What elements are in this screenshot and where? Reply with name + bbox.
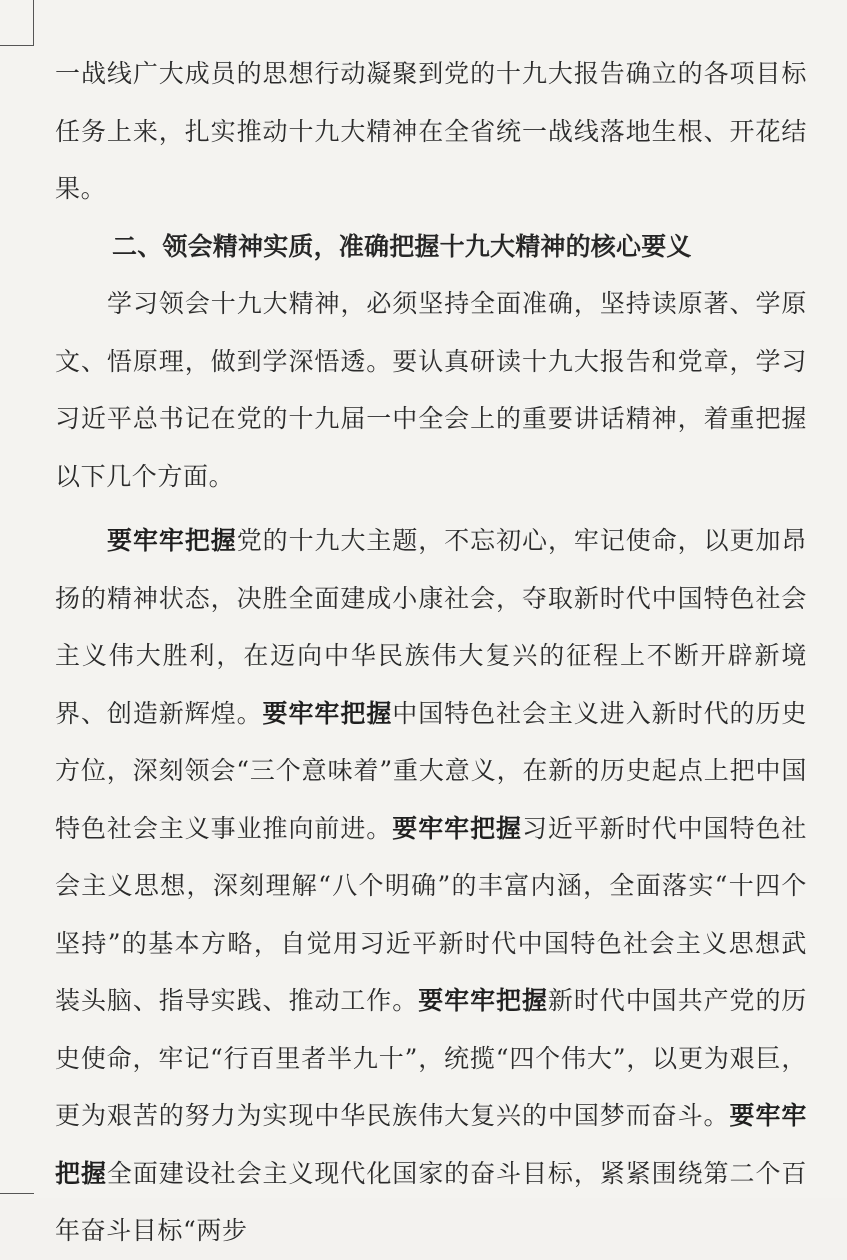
section-heading: 二、领会精神实质，准确把握十九大精神的核心要义 (112, 231, 692, 261)
crop-mark-top-left-vertical (33, 0, 34, 46)
emphasis-phrase: 要牢牢把握 (418, 986, 548, 1015)
emphasis-phrase: 要牢牢把握 (55, 1101, 807, 1188)
emphasis-phrase: 要牢牢把握 (392, 813, 522, 843)
paragraph-text: 全面建设社会主义现代化国家的奋斗目标，紧紧围绕第二个百年奋斗目标“两步 (55, 1158, 808, 1245)
paragraph-text: 中国特色社会主义进入新时代的历史方位，深刻领会“三个意味着”重大意义，在新的历史起点上把中国特色社会主义事业推向前进。 (55, 698, 807, 843)
paragraph-text: 新时代中国共产党的历史使命，牢记“行百里者半九十”，统揽“四个伟大”，以更为艰巨，更为艰苦的努力为实现中华民族伟大复兴的中国梦而奋斗。 (55, 986, 807, 1130)
paragraph-continuation: 一战线广大成员的思想行动凝聚到党的十九大报告确立的各项目标任务上来，扎实推动十九大精神在全省统一战线落地生根、开花结果。 (55, 59, 807, 203)
crop-mark-top-left-horizontal (0, 45, 34, 46)
paragraph-text: 党的十九大主题，不忘初心，牢记使命，以更加昂扬的精神状态，决胜全面建成小康社会，夺取新时代中国特色社会主义伟大胜利，在迈向中华民族伟大复兴的征程上不断开辟新境界、创造新辉煌。 (55, 526, 807, 728)
document-body (55, 45, 807, 1260)
crop-mark-bottom-left-horizontal (0, 1193, 34, 1194)
paragraph-text: 习近平新时代中国特色社会主义思想，深刻理解“八个明确”的丰富内涵，全面落实“十四个坚持”的基本方略，自觉用习近平新时代中国特色社会主义思想武装头脑、指导实践、推动工作。 (55, 813, 807, 1015)
paragraph-key-points (55, 512, 807, 1260)
emphasis-phrase: 要牢牢把握 (107, 526, 237, 555)
paragraph-intro: 学习领会十九大精神，必须坚持全面准确，坚持读原著、学原文、悟原理，做到学深悟透。要认真研读十九大报告和党章，学习习近平总书记在党的十九届一中全会上的重要讲话精神，着重把握以下几个方面。 (55, 289, 807, 491)
emphasis-phrase: 要牢牢把握 (262, 698, 393, 728)
paragraph-gap (55, 505, 807, 512)
